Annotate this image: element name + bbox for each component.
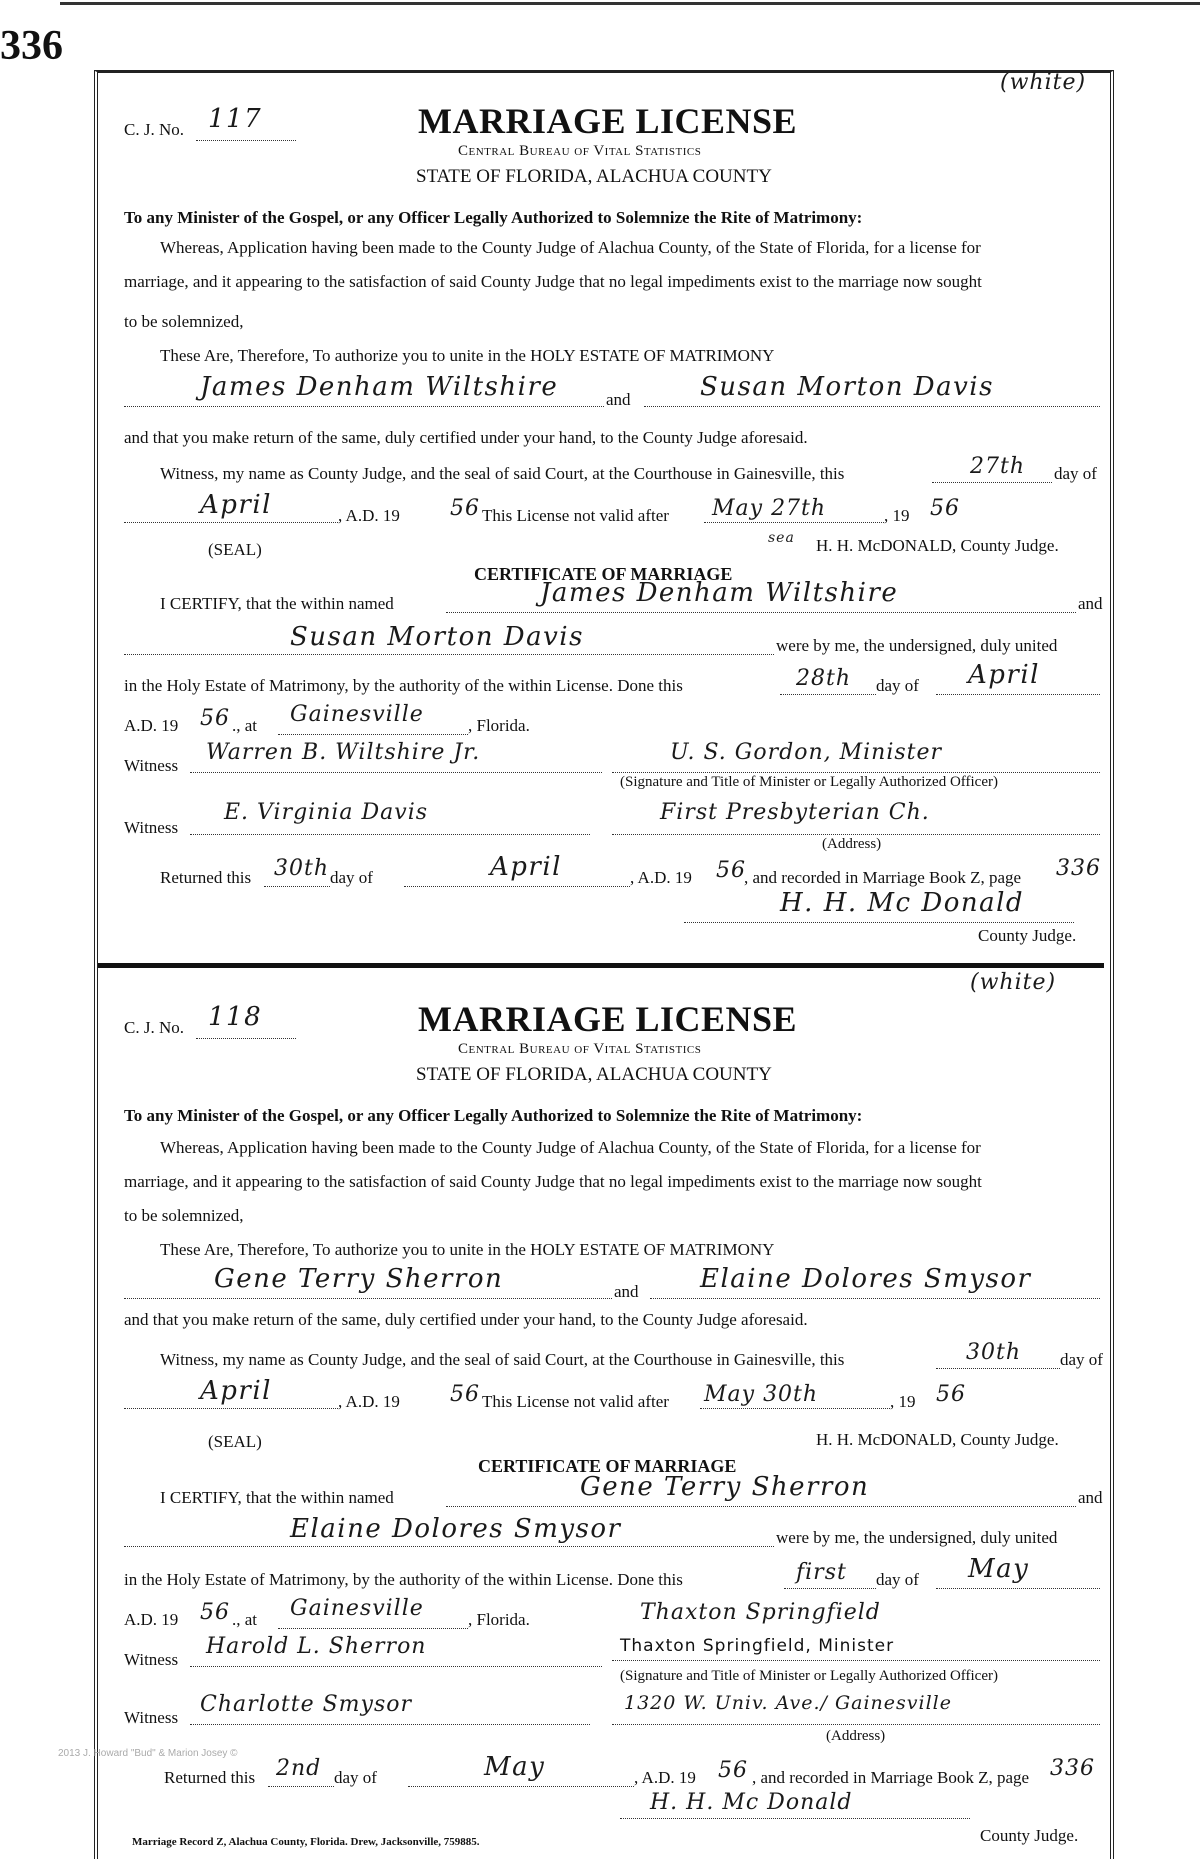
valid-year: 56	[936, 1382, 966, 1407]
certificate-title: CERTIFICATE OF MARRIAGE	[478, 1456, 737, 1476]
record-page: 336	[1056, 856, 1101, 881]
at-label: ., at	[232, 1610, 258, 1629]
florida-label: , Florida.	[468, 716, 530, 735]
cj-label: C. J. No.	[124, 120, 184, 139]
valid-year: 56	[930, 496, 960, 521]
state-title: STATE OF FLORIDA, ALACHUA COUNTY	[416, 1064, 772, 1085]
florida-label: , Florida.	[468, 1610, 530, 1629]
license-year: 56	[450, 1382, 480, 1407]
whereas-line-2: marriage, and it appearing to the satisfaction of said County Judge that no legal impediments exist to the marriage now sought	[124, 272, 982, 291]
seal-note: sea	[768, 530, 795, 546]
witness-line: Witness, my name as County Judge, and the seal of said Court, at the Courthouse in Gainesville, this	[160, 464, 845, 483]
cert-ad: A.D. 19	[124, 716, 179, 735]
returned-judge-signature: H. H. Mc Donald	[780, 888, 1025, 918]
bureau-title: Central Bureau of Vital Statistics	[458, 143, 702, 159]
returned-ad: , A.D. 19	[630, 868, 692, 887]
cert-groom: James Denham Wiltshire	[540, 578, 899, 608]
bureau-title: Central Bureau of Vital Statistics	[458, 1041, 702, 1057]
whereas-line-2: marriage, and it appearing to the satisfaction of said County Judge that no legal impediments exist to the marriage now sought	[124, 1172, 982, 1191]
cert-ad: A.D. 19	[124, 1610, 179, 1629]
ad-label: , A.D. 19	[338, 506, 400, 525]
section-divider	[98, 963, 1104, 968]
whereas-line-3: to be solemnized,	[124, 1206, 244, 1225]
day-of-label: day of	[1054, 464, 1097, 483]
holy-estate-line: in the Holy Estate of Matrimony, by the authority of the within License. Done this	[124, 676, 683, 695]
ad2-label: , 19	[890, 1392, 916, 1411]
whereas-line-3: to be solemnized,	[124, 312, 244, 331]
returned-day-of: day of	[334, 1768, 377, 1787]
returned-month: April	[490, 852, 562, 882]
officiant-address: 1320 W. Univ. Ave./ Gainesville	[624, 1692, 952, 1714]
valid-until: May 30th	[704, 1382, 819, 1407]
witness2-label: Witness	[124, 818, 179, 837]
cert-month: May	[968, 1554, 1030, 1584]
witness2-name: E. Virginia Davis	[224, 800, 429, 825]
recorded-label: , and recorded in Marriage Book Z, page	[752, 1768, 1030, 1787]
cert-place: Gainesville	[290, 702, 424, 727]
page-footer: Marriage Record Z, Alachua County, Florida. Drew, Jacksonville, 759885.	[132, 1836, 480, 1848]
salutation: To any Minister of the Gospel, or any Officer Legally Authorized to Solemnize the Rite of Matrimony:	[124, 208, 863, 227]
county-judge-label: County Judge.	[978, 926, 1077, 945]
returned-label: Returned this	[164, 1768, 256, 1787]
returned-day: 30th	[274, 856, 330, 881]
united-line: were by me, the undersigned, duly united	[776, 1528, 1058, 1547]
return-line: and that you make return of the same, duly certified under your hand, to the County Judge aforesaid.	[124, 428, 808, 447]
cert-groom: Gene Terry Sherron	[580, 1472, 870, 1502]
signature-caption: (Signature and Title of Minister or Legally Authorized Officer)	[620, 1668, 998, 1684]
judge-signature: H. H. McDONALD, County Judge.	[816, 1430, 1059, 1449]
record-page: 336	[1050, 1756, 1095, 1781]
cj-number: 118	[208, 1002, 263, 1032]
license-month: April	[200, 1376, 272, 1406]
copyright-watermark: 2013 J. Howard "Bud" & Marion Josey ©	[58, 1748, 238, 1759]
officiant-address: First Presbyterian Ch.	[660, 800, 930, 825]
recorded-label: , and recorded in Marriage Book Z, page	[744, 868, 1022, 887]
officiant-printed: Thaxton Springfield, Minister	[620, 1636, 895, 1656]
certify-line: I CERTIFY, that the within named	[160, 594, 394, 613]
returned-year: 56	[718, 1758, 748, 1783]
cert-place: Gainesville	[290, 1596, 424, 1621]
cert-year: 56	[200, 706, 230, 731]
officiant-signature: Thaxton Springfield	[640, 1600, 881, 1625]
page-number: 336	[0, 23, 63, 69]
license-title: MARRIAGE LICENSE	[418, 999, 798, 1039]
and-word: and	[606, 390, 631, 409]
cert-month: April	[968, 660, 1040, 690]
salutation: To any Minister of the Gospel, or any Officer Legally Authorized to Solemnize the Rite of Matrimony:	[124, 1106, 863, 1125]
cert-bride: Elaine Dolores Smysor	[290, 1514, 622, 1544]
seal-label: (SEAL)	[208, 1432, 262, 1451]
witness-line: Witness, my name as County Judge, and the seal of said Court, at the Courthouse in Gainesville, this	[160, 1350, 845, 1369]
at-label: ., at	[232, 716, 258, 735]
day-of-label: day of	[1060, 1350, 1103, 1369]
license-day: 30th	[966, 1340, 1022, 1365]
groom-name: Gene Terry Sherron	[214, 1264, 504, 1294]
returned-judge-signature: H. H. Mc Donald	[650, 1790, 853, 1815]
cert-and: and	[1078, 1488, 1103, 1507]
license-month: April	[200, 490, 272, 520]
license-title: MARRIAGE LICENSE	[418, 101, 798, 141]
cert-day: 28th	[796, 666, 852, 691]
holy-estate-line: in the Holy Estate of Matrimony, by the authority of the within License. Done this	[124, 1570, 683, 1589]
cert-bride: Susan Morton Davis	[290, 622, 584, 652]
seal-label: (SEAL)	[208, 540, 262, 559]
not-valid-label: This License not valid after	[482, 506, 669, 525]
annotation-white: (white)	[1000, 70, 1087, 95]
ad-label: , A.D. 19	[338, 1392, 400, 1411]
not-valid-label: This License not valid after	[482, 1392, 669, 1411]
certificate-title: CERTIFICATE OF MARRIAGE	[474, 564, 733, 584]
witness1-name: Warren B. Wiltshire Jr.	[206, 740, 481, 765]
county-judge-label: County Judge.	[980, 1826, 1079, 1845]
bride-name: Elaine Dolores Smysor	[700, 1264, 1032, 1294]
returned-month: May	[484, 1752, 546, 1782]
ad2-label: , 19	[884, 506, 910, 525]
cert-day-of: day of	[876, 1570, 919, 1589]
cert-and: and	[1078, 594, 1103, 613]
witness2-label: Witness	[124, 1708, 179, 1727]
license-year: 56	[450, 496, 480, 521]
returned-day-of: day of	[330, 868, 373, 887]
cj-number: 117	[208, 104, 263, 134]
and-word: and	[614, 1282, 639, 1301]
certify-line: I CERTIFY, that the within named	[160, 1488, 394, 1507]
judge-signature: H. H. McDONALD, County Judge.	[816, 536, 1059, 555]
return-line: and that you make return of the same, duly certified under your hand, to the County Judge aforesaid.	[124, 1310, 808, 1329]
witness2-name: Charlotte Smysor	[200, 1692, 413, 1717]
cert-day: first	[796, 1560, 847, 1585]
whereas-line-1: Whereas, Application having been made to the County Judge of Alachua County, of the State of Florida, for a license for	[160, 238, 981, 257]
address-caption: (Address)	[822, 836, 882, 852]
these-are-line: These Are, Therefore, To authorize you to unite in the HOLY ESTATE OF MATRIMONY	[160, 346, 775, 365]
signature-caption: (Signature and Title of Minister or Legally Authorized Officer)	[620, 774, 998, 790]
witness1-label: Witness	[124, 1650, 179, 1669]
cj-label: C. J. No.	[124, 1018, 184, 1037]
license-day: 27th	[970, 454, 1026, 479]
address-caption: (Address)	[826, 1728, 886, 1744]
top-border-rule	[60, 2, 1200, 5]
groom-name: James Denham Wiltshire	[200, 372, 559, 402]
these-are-line: These Are, Therefore, To authorize you to unite in the HOLY ESTATE OF MATRIMONY	[160, 1240, 775, 1259]
valid-until: May 27th	[712, 496, 827, 521]
united-line: were by me, the undersigned, duly united	[776, 636, 1058, 655]
bride-name: Susan Morton Davis	[700, 372, 994, 402]
cert-year: 56	[200, 1600, 230, 1625]
state-title: STATE OF FLORIDA, ALACHUA COUNTY	[416, 166, 772, 187]
officiant-signature: U. S. Gordon, Minister	[670, 740, 943, 765]
witness1-name: Harold L. Sherron	[206, 1634, 427, 1659]
annotation-white: (white)	[970, 970, 1057, 995]
cert-day-of: day of	[876, 676, 919, 695]
returned-label: Returned this	[160, 868, 252, 887]
returned-ad: , A.D. 19	[634, 1768, 696, 1787]
returned-year: 56	[716, 858, 746, 883]
witness1-label: Witness	[124, 756, 179, 775]
whereas-line-1: Whereas, Application having been made to the County Judge of Alachua County, of the State of Florida, for a license for	[160, 1138, 981, 1157]
returned-day: 2nd	[276, 1756, 322, 1781]
